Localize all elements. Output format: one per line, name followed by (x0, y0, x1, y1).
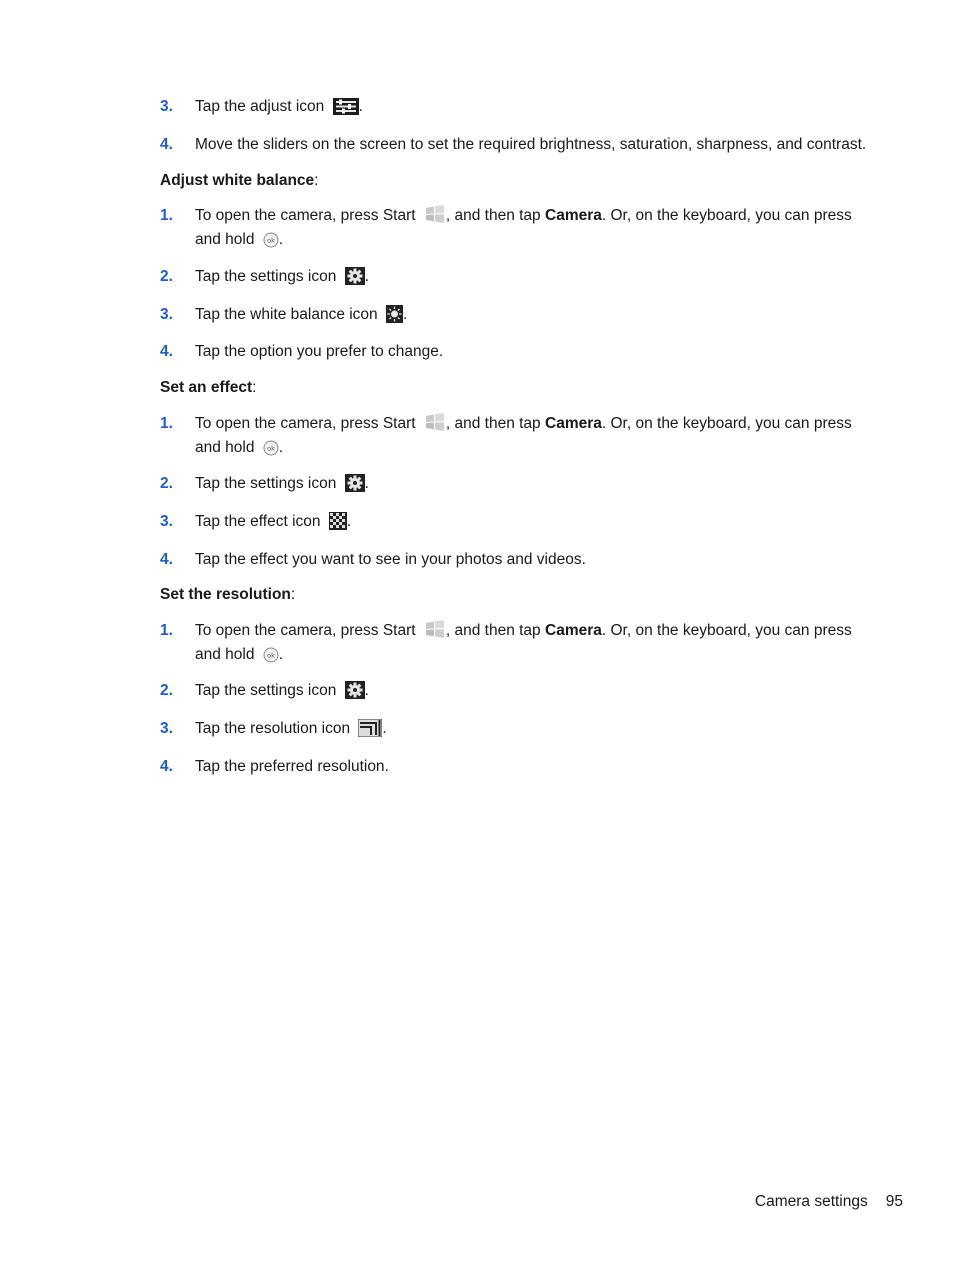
step-text: Tap the adjust icon (195, 98, 325, 115)
step-text: Tap the settings icon (195, 682, 337, 699)
step-text: . Or, on the keyboard, you can press and hold (195, 622, 852, 663)
step-text: Move the sliders on the screen to set the required brightness, saturation, sharpness, and contrast. (195, 136, 867, 153)
step-text: Tap the option you prefer to change. (195, 343, 444, 360)
step-number: 2. (160, 475, 173, 492)
windows-start-icon (424, 619, 446, 639)
resolution-step-4 (160, 755, 880, 779)
camera-app-name: Camera (545, 415, 602, 432)
resolution-icon (358, 719, 382, 737)
step-text: Tap the settings icon (195, 475, 337, 492)
windows-start-icon (424, 204, 446, 224)
effect-icon (329, 512, 347, 530)
resolution-step-1 (160, 619, 880, 667)
step-end: . (382, 720, 387, 737)
step-end: . (278, 231, 284, 248)
effect-step-3 (160, 510, 880, 534)
page-number: 95 (885, 1193, 903, 1210)
white-balance-icon (386, 305, 403, 323)
step-number: 3. (160, 306, 173, 323)
step-number: 1. (160, 415, 173, 432)
step-number: 4. (160, 343, 173, 360)
windows-start-icon (424, 412, 446, 432)
adjust-step-4 (160, 133, 880, 157)
step-text: Tap the resolution icon (195, 720, 351, 737)
heading-effect (160, 376, 256, 400)
white-balance-step-4 (160, 340, 880, 364)
step-text: Tap the effect you want to see in your photos and videos. (195, 551, 586, 568)
heading-resolution (160, 583, 295, 607)
step-text: , and then tap (445, 622, 541, 639)
camera-app-name: Camera (545, 207, 602, 224)
resolution-step-3 (160, 717, 880, 741)
step-number: 1. (160, 622, 173, 639)
step-text: To open the camera, press Start (195, 622, 416, 639)
step-number: 4. (160, 551, 173, 568)
step-number: 3. (160, 513, 173, 530)
step-text: Tap the preferred resolution. (195, 758, 389, 775)
step-end: . (278, 439, 284, 456)
step-end: . (278, 646, 284, 663)
settings-icon (345, 681, 365, 699)
heading-colon: : (314, 172, 319, 189)
white-balance-step-1 (160, 204, 880, 252)
step-number: 4. (160, 136, 173, 153)
ok-button-icon (263, 440, 279, 456)
heading-text: Adjust white balance (160, 172, 315, 189)
ok-button-icon (263, 232, 279, 248)
heading-text: Set an effect (160, 379, 253, 396)
step-end: . (364, 268, 369, 285)
step-text: , and then tap (445, 207, 541, 224)
step-number: 1. (160, 207, 173, 224)
svg-text:ok: ok (266, 236, 275, 245)
step-end: . (358, 98, 363, 115)
heading-colon: : (290, 586, 296, 603)
step-end: . (403, 306, 408, 323)
settings-icon (345, 267, 365, 285)
settings-icon (345, 474, 365, 492)
white-balance-step-3 (160, 303, 880, 327)
page-footer (755, 1190, 903, 1214)
step-number: 2. (160, 268, 173, 285)
heading-white-balance (160, 169, 318, 193)
heading-text: Set the resolution (160, 586, 291, 603)
step-end: . (346, 513, 352, 530)
step-text: Tap the settings icon (195, 268, 337, 285)
svg-text:ok: ok (266, 651, 275, 660)
heading-colon: : (252, 379, 257, 396)
step-number: 3. (160, 98, 173, 115)
svg-text:ok: ok (266, 444, 275, 453)
step-number: 3. (160, 720, 173, 737)
camera-app-name: Camera (545, 622, 602, 639)
ok-button-icon (263, 647, 279, 663)
effect-step-2 (160, 472, 880, 496)
step-text: Tap the white balance icon (195, 306, 378, 323)
step-text: Tap the effect icon (195, 513, 321, 530)
step-text: , and then tap (445, 415, 541, 432)
step-end: . (364, 682, 369, 699)
step-text: . Or, on the keyboard, you can press and hold (195, 207, 852, 248)
adjust-step-3 (160, 95, 880, 119)
step-text: To open the camera, press Start (195, 207, 416, 224)
white-balance-step-2 (160, 265, 880, 289)
step-number: 2. (160, 682, 173, 699)
step-number: 4. (160, 758, 173, 775)
effect-step-1 (160, 412, 880, 460)
step-text: To open the camera, press Start (195, 415, 416, 432)
step-end: . (364, 475, 369, 492)
step-text: . Or, on the keyboard, you can press and hold (195, 415, 852, 456)
adjust-icon (333, 98, 359, 115)
effect-step-4 (160, 548, 880, 572)
resolution-step-2 (160, 679, 880, 703)
footer-section-title: Camera settings (754, 1193, 868, 1210)
